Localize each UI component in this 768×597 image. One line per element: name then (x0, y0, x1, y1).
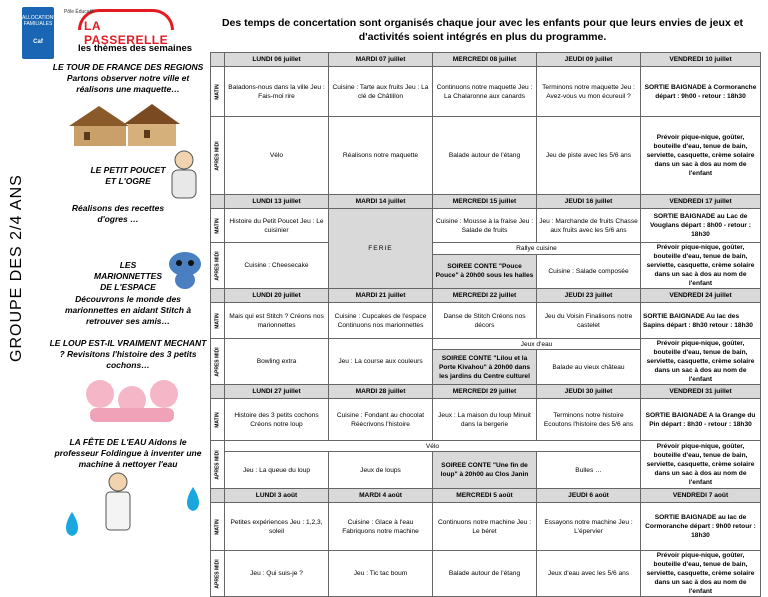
period-label: APRES MIDI (211, 243, 225, 289)
period-label: MATIN (211, 67, 225, 117)
day-header: MARDI 21 juillet (329, 289, 433, 303)
activity-cell: Balade au vieux château (537, 350, 641, 385)
week-3-days-row (211, 289, 761, 303)
week-5-matin-row (211, 503, 761, 551)
day-header: MERCREDI 15 juillet (433, 195, 537, 209)
activity-cell: Jeu du Voisin Finalisons notre castelet (537, 303, 641, 339)
week-5-apres-midi-row (211, 551, 761, 597)
shared-activity-cell: Vélo (225, 441, 641, 452)
group-title: GROUPE DES 2/4 ANS (8, 174, 25, 362)
activity-cell: Cuisine : Cupcakes de l'espace Continuons nos marionnettes (329, 303, 433, 339)
week-4-matin-row (211, 399, 761, 441)
activity-cell: Bulles … (537, 452, 641, 489)
week-3-shared-row (211, 339, 761, 350)
theme-week-2-title: LE PETIT POUCET ET L'OGRE (90, 165, 166, 186)
day-header: MARDI 14 juillet (329, 195, 433, 209)
professor-illustration (96, 470, 140, 536)
outing-cell: SORTIE BAIGNADE Au lac des Sapins départ : 8h30 retour : 18h30 (641, 303, 761, 339)
schedule-table (210, 52, 761, 597)
day-header: MARDI 07 juillet (329, 53, 433, 67)
activity-cell: Terminons notre histoire Ecoutons l'histoire des 5/6 ans (537, 399, 641, 441)
activity-cell: Petites expériences Jeu : 1,2,3, soleil (225, 503, 329, 551)
week-5-days-row (211, 489, 761, 503)
passerelle-logo-text: LA PASSERELLE (84, 19, 169, 47)
page-title: Des temps de concertation sont organisés chaque jour avec les enfants pour que leurs envies de jeux et d'activités soient intégrés en plus du programme. (221, 17, 744, 43)
outing-note-cell: Prévoir pique-nique, goûter, bouteille d'eau, tenue de bain, serviette, casquette, crème solaire dans un sac à dos au nom de l'enfant (641, 339, 761, 385)
stitch-illustration (164, 246, 206, 290)
week-1-apres-midi-row (211, 117, 761, 195)
day-header: VENDREDI 24 juillet (641, 289, 761, 303)
evening-tale-cell: SOIREE CONTE "Lilou et la Porte Kivahou" à 20h00 dans les jardins du Centre culturel (433, 350, 537, 385)
caf-logo-text: Caf (33, 39, 43, 45)
day-header: JEUDI 16 juillet (537, 195, 641, 209)
week-2-matin-row (211, 209, 761, 243)
outing-cell: SORTIE BAIGNADE au lac de Cormoranche départ : 9h00 retour : 18h30 (641, 503, 761, 551)
caf-logo (22, 7, 57, 59)
period-label: MATIN (211, 209, 225, 243)
shared-activity-cell: Rallye cuisine (433, 243, 641, 255)
caf-logo-sub: ALLOCATIONS FAMILIALES (22, 15, 57, 27)
outing-note-cell: Prévoir pique-nique, goûter, bouteille d'eau, tenue de bain, serviette, casquette, crème solaire dans un sac à dos au nom de l'enfant (641, 243, 761, 289)
activity-cell: Cuisine : Cheesecake (225, 243, 329, 289)
passerelle-logo (64, 9, 180, 47)
outing-note-cell: Prévoir pique-nique, goûter, bouteille d'eau, tenue de bain, serviette, casquette, crème solaire dans un sac à dos au nom de l'enfant (641, 551, 761, 597)
day-header: VENDREDI 31 juillet (641, 385, 761, 399)
activity-cell: Réalisons notre maquette (329, 117, 433, 195)
outing-cell: SORTIE BAIGNADE à Cormoranche départ : 9h00 - retour : 18h30 (641, 67, 761, 117)
activity-cell: Cuisine : Fondant au chocolat Réécrivons l'histoire (329, 399, 433, 441)
theme-week-3-title: LES MARIONNETTES DE L'ESPACE (94, 260, 162, 292)
day-header: MERCREDI 08 juillet (433, 53, 537, 67)
passerelle-logo-sub: Pôle Éducatif (64, 9, 94, 15)
outing-cell: SORTIE BAIGNADE au Lac de Vouglans départ : 8h00 - retour : 18h30 (641, 209, 761, 243)
week-4-shared-row (211, 441, 761, 452)
activity-cell: Danse de Stitch Créons nos décors (433, 303, 537, 339)
day-header: MERCREDI 29 juillet (433, 385, 537, 399)
village-illustration (64, 98, 186, 148)
activity-cell: Jeu : Marchande de fruits Chasse aux fruits avec les 5/6 ans (537, 209, 641, 243)
day-header: VENDREDI 7 août (641, 489, 761, 503)
water-drop-illustration-2 (182, 485, 204, 513)
activity-cell: Balade autour de l'étang (433, 551, 537, 597)
day-header: MERCREDI 5 août (433, 489, 537, 503)
evening-tale-cell: SOIREE CONTE "Pouce Pouce" à 20h00 sous les halles (433, 254, 537, 289)
activity-cell: Bowling extra (225, 339, 329, 385)
week-2-days-row (211, 195, 761, 209)
activity-cell: Continuons notre maquette Jeu : La Chalaronne aux canards (433, 67, 537, 117)
activity-cell: Terminons notre maquette Jeu : Avez-vous vu mon écureuil ? (537, 67, 641, 117)
activity-cell: Jeux d'eau avec les 5/6 ans (537, 551, 641, 597)
day-header: VENDREDI 10 juillet (641, 53, 761, 67)
day-header: MARDI 28 juillet (329, 385, 433, 399)
ogre-illustration (164, 148, 204, 204)
week-4-days-row (211, 385, 761, 399)
day-header: JEUDI 09 juillet (537, 53, 641, 67)
activity-cell: Jeu : La course aux couleurs (329, 339, 433, 385)
week-1-matin-row (211, 67, 761, 117)
outing-note-cell: Prévoir pique-nique, goûter, bouteille d'eau, tenue de bain, serviette, casquette, crème solaire dans un sac à dos au nom de l'enfant (641, 441, 761, 489)
period-label: APRES MIDI (211, 551, 225, 597)
holiday-cell: FERIE (329, 209, 433, 289)
activity-cell: Jeux de loups (329, 452, 433, 489)
activity-cell: Cuisine : Mousse à la fraise Jeu : Salade de fruits (433, 209, 537, 243)
day-header: JEUDI 6 août (537, 489, 641, 503)
outing-cell: SORTIE BAIGNADE A la Grange du Pin départ : 8h30 - retour : 18h30 (641, 399, 761, 441)
day-header: LUNDI 13 juillet (225, 195, 329, 209)
period-label: APRES MIDI (211, 117, 225, 195)
day-header: MERCREDI 22 juillet (433, 289, 537, 303)
day-header: VENDREDI 17 juillet (641, 195, 761, 209)
activity-cell: Jeu de piste avec les 5/6 ans (537, 117, 641, 195)
activity-cell: Balade autour de l'étang (433, 117, 537, 195)
shared-activity-cell: Jeux d'eau (433, 339, 641, 350)
theme-week-3-desc: Découvrons le monde des marionnettes en aidant Stitch à retrouver ses amis… (64, 294, 192, 326)
activity-cell: Vélo (225, 117, 329, 195)
theme-week-5: LA FÊTE DE L'EAU Aidons le professeur Foldingue à inventer une machine à nettoyer l'eau (54, 437, 202, 469)
activity-cell: Histoire des 3 petits cochons Créons notre loup (225, 399, 329, 441)
pigs-illustration (76, 366, 188, 430)
day-header: LUNDI 27 juillet (225, 385, 329, 399)
period-label: MATIN (211, 503, 225, 551)
activity-cell: Baladons-nous dans la ville Jeu : Fais-moi rire (225, 67, 329, 117)
activity-cell: Jeu : Tic tac boum (329, 551, 433, 597)
period-label: APRES MIDI (211, 441, 225, 489)
period-label: APRES MIDI (211, 339, 225, 385)
activity-cell: Jeux : La maison du loup Minuit dans la bergerie (433, 399, 537, 441)
period-label: MATIN (211, 303, 225, 339)
day-header: JEUDI 30 juillet (537, 385, 641, 399)
theme-week-1: LE TOUR DE FRANCE DES REGIONS Partons observer notre ville et réalisons une maquette… (52, 62, 204, 94)
activity-cell: Histoire du Petit Poucet Jeu : Le cuisinier (225, 209, 329, 243)
theme-week-4: LE LOUP EST-IL VRAIMENT MECHANT ? Revisitons l'histoire des 3 petits cochons… (49, 338, 207, 370)
day-header: LUNDI 20 juillet (225, 289, 329, 303)
week-3-matin-row (211, 303, 761, 339)
theme-week-2-desc: Réalisons des recettes d'ogres … (71, 203, 165, 224)
day-header: LUNDI 3 août (225, 489, 329, 503)
outing-note-cell: Prévoir pique-nique, goûter, bouteille d'eau, tenue de bain, serviette, casquette, crème solaire dans un sac à dos au nom de l'enfant (641, 117, 761, 195)
evening-tale-cell: SOIREE CONTE "Une fin de loup" à 20h00 au Clos Janin (433, 452, 537, 489)
activity-cell: Essayons notre machine Jeu : L'épervier (537, 503, 641, 551)
day-header: JEUDI 23 juillet (537, 289, 641, 303)
logos (22, 7, 190, 47)
activity-cell: Mais qui est Stitch ? Créons nos marionnettes (225, 303, 329, 339)
period-label: MATIN (211, 399, 225, 441)
week-2-shared-row (211, 243, 761, 255)
activity-cell: Jeu : Qui suis-je ? (225, 551, 329, 597)
activity-cell: Jeu : La queue du loup (225, 452, 329, 489)
week-1-days-row (211, 53, 761, 67)
day-header: MARDI 4 août (329, 489, 433, 503)
day-header: LUNDI 06 juillet (225, 53, 329, 67)
themes-label: les thèmes des semaines (78, 43, 193, 54)
activity-cell: Cuisine : Salade composée (537, 254, 641, 289)
activity-cell: Continuons notre machine Jeu : Le béret (433, 503, 537, 551)
water-drop-illustration (60, 510, 84, 538)
activity-cell: Cuisine : Tarte aux fruits Jeu : La clé de Châtillon (329, 67, 433, 117)
activity-cell: Cuisine : Glace à l'eau Fabriquons notre machine (329, 503, 433, 551)
